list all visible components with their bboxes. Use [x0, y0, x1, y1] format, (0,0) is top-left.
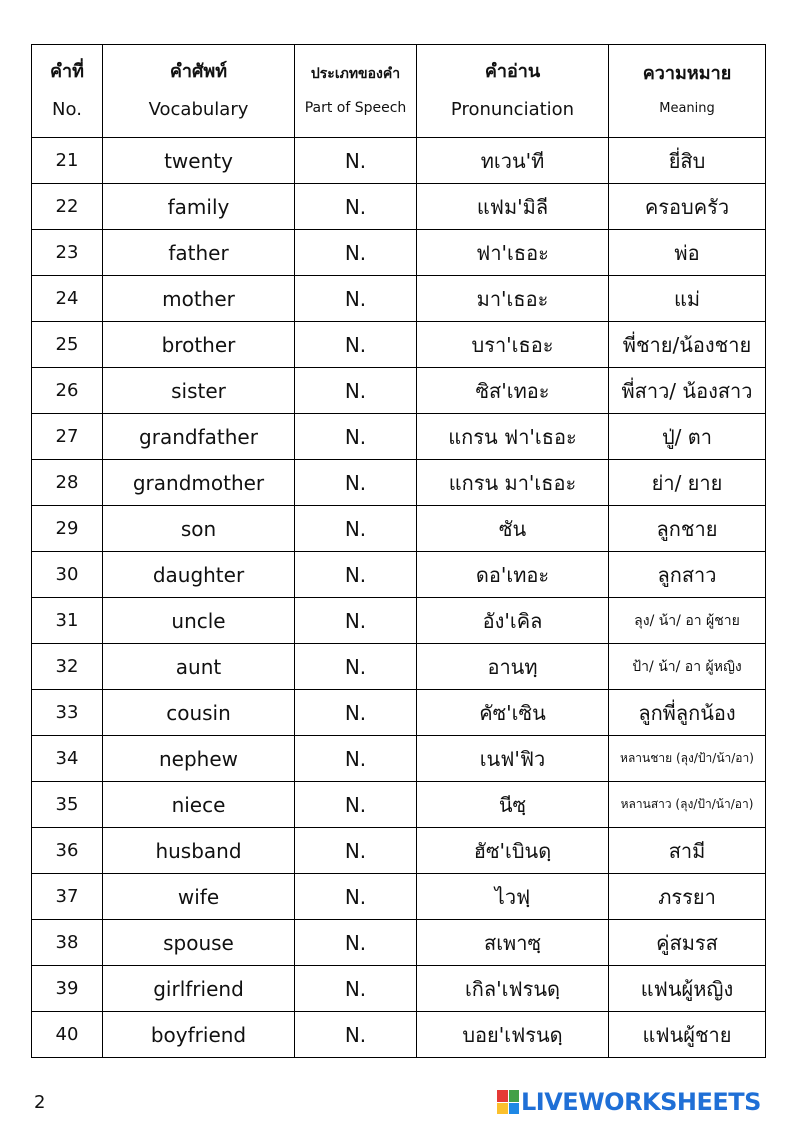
row-vocabulary: nephew [103, 736, 295, 782]
row-vocabulary: daughter [103, 552, 295, 598]
row-pronunciation: ทเวน'ที [417, 138, 609, 184]
row-part-of-speech: N. [295, 598, 417, 644]
row-part-of-speech: N. [295, 782, 417, 828]
header-meaning-en: Meaning [659, 101, 715, 116]
table-row [32, 230, 766, 276]
row-number: 31 [32, 598, 103, 644]
row-number: 39 [32, 966, 103, 1012]
table-row [32, 736, 766, 782]
table-row [32, 506, 766, 552]
row-meaning: ครอบครัว [609, 184, 766, 230]
row-meaning: ลูกสาว [609, 552, 766, 598]
row-vocabulary: niece [103, 782, 295, 828]
row-number: 22 [32, 184, 103, 230]
header-meaning [609, 45, 766, 138]
table-row [32, 1012, 766, 1058]
row-meaning: หลานชาย (ลุง/ป้า/น้า/อา) [609, 736, 766, 782]
row-meaning: แฟนผู้ชาย [609, 1012, 766, 1058]
header-pronunciation [417, 45, 609, 138]
row-meaning: พี่สาว/ น้องสาว [609, 368, 766, 414]
row-vocabulary: grandfather [103, 414, 295, 460]
row-part-of-speech: N. [295, 460, 417, 506]
row-meaning: แม่ [609, 276, 766, 322]
row-vocabulary: wife [103, 874, 295, 920]
row-meaning: ป้า/ น้า/ อา ผู้หญิง [609, 644, 766, 690]
header-no-en: No. [52, 99, 82, 120]
row-pronunciation: เนฟ'ฟิว [417, 736, 609, 782]
table-row [32, 322, 766, 368]
row-meaning: คู่สมรส [609, 920, 766, 966]
table-row [32, 184, 766, 230]
row-vocabulary: family [103, 184, 295, 230]
row-number: 35 [32, 782, 103, 828]
header-no-th: คำที่ [49, 61, 84, 82]
header-meaning-th: ความหมาย [642, 63, 732, 84]
row-vocabulary: husband [103, 828, 295, 874]
row-part-of-speech: N. [295, 138, 417, 184]
row-part-of-speech: N. [295, 414, 417, 460]
row-part-of-speech: N. [295, 644, 417, 690]
row-number: 26 [32, 368, 103, 414]
row-part-of-speech: N. [295, 920, 417, 966]
row-number: 33 [32, 690, 103, 736]
row-meaning: ยี่สิบ [609, 138, 766, 184]
row-pronunciation: ฟา'เธอะ [417, 230, 609, 276]
row-vocabulary: son [103, 506, 295, 552]
row-part-of-speech: N. [295, 506, 417, 552]
row-part-of-speech: N. [295, 184, 417, 230]
row-part-of-speech: N. [295, 966, 417, 1012]
row-meaning: ลูกพี่ลูกน้อง [609, 690, 766, 736]
row-pronunciation: คัซ'เซิน [417, 690, 609, 736]
row-pronunciation: ซัน [417, 506, 609, 552]
table-row [32, 276, 766, 322]
row-pronunciation: ดอ'เทอะ [417, 552, 609, 598]
row-vocabulary: aunt [103, 644, 295, 690]
row-vocabulary: sister [103, 368, 295, 414]
row-pronunciation: อัง'เคิล [417, 598, 609, 644]
row-meaning: สามี [609, 828, 766, 874]
row-meaning: แฟนผู้หญิง [609, 966, 766, 1012]
row-number: 27 [32, 414, 103, 460]
row-meaning: ลุง/ น้า/ อา ผู้ชาย [609, 598, 766, 644]
table-row [32, 920, 766, 966]
vocabulary-table [31, 44, 766, 1058]
row-number: 40 [32, 1012, 103, 1058]
table-row [32, 644, 766, 690]
row-vocabulary: uncle [103, 598, 295, 644]
row-vocabulary: cousin [103, 690, 295, 736]
row-meaning: ภรรยา [609, 874, 766, 920]
page-number: 2 [34, 1092, 46, 1113]
table-row [32, 138, 766, 184]
header-no [32, 45, 103, 138]
row-pronunciation: ไวฟฺ [417, 874, 609, 920]
header-vocab-th: คำศัพท์ [169, 61, 228, 82]
row-vocabulary: boyfriend [103, 1012, 295, 1058]
header-pos-th: ประเภทของคำ [310, 66, 401, 82]
row-number: 30 [32, 552, 103, 598]
table-row [32, 874, 766, 920]
row-part-of-speech: N. [295, 322, 417, 368]
row-pronunciation: เกิล'เฟรนดฺ [417, 966, 609, 1012]
row-pronunciation: ฮัซ'เบินดฺ [417, 828, 609, 874]
row-pronunciation: บรา'เธอะ [417, 322, 609, 368]
row-pronunciation: แกรน มา'เธอะ [417, 460, 609, 506]
table-row [32, 828, 766, 874]
row-number: 29 [32, 506, 103, 552]
row-number: 36 [32, 828, 103, 874]
row-meaning: หลานสาว (ลุง/ป้า/น้า/อา) [609, 782, 766, 828]
header-pos-en: Part of Speech [304, 100, 407, 116]
row-part-of-speech: N. [295, 552, 417, 598]
row-part-of-speech: N. [295, 1012, 417, 1058]
row-pronunciation: สเพาซฺ [417, 920, 609, 966]
row-vocabulary: father [103, 230, 295, 276]
row-part-of-speech: N. [295, 828, 417, 874]
table-row [32, 690, 766, 736]
row-number: 23 [32, 230, 103, 276]
row-pronunciation: มา'เธอะ [417, 276, 609, 322]
row-pronunciation: บอย'เฟรนดฺ [417, 1012, 609, 1058]
row-part-of-speech: N. [295, 874, 417, 920]
row-part-of-speech: N. [295, 276, 417, 322]
row-number: 34 [32, 736, 103, 782]
row-number: 21 [32, 138, 103, 184]
row-vocabulary: girlfriend [103, 966, 295, 1012]
table-row [32, 368, 766, 414]
header-vocabulary [103, 45, 295, 138]
header-pron-en: Pronunciation [450, 99, 575, 120]
row-pronunciation: นีซฺ [417, 782, 609, 828]
table-row [32, 598, 766, 644]
table-row [32, 966, 766, 1012]
row-pronunciation: อานทฺ [417, 644, 609, 690]
row-pronunciation: แฟม'มิลี [417, 184, 609, 230]
row-meaning: พ่อ [609, 230, 766, 276]
liveworksheets-logo [497, 1087, 761, 1117]
row-number: 25 [32, 322, 103, 368]
row-number: 38 [32, 920, 103, 966]
row-vocabulary: twenty [103, 138, 295, 184]
row-number: 24 [32, 276, 103, 322]
table-header-row [32, 45, 766, 138]
row-vocabulary: mother [103, 276, 295, 322]
table-row [32, 460, 766, 506]
row-part-of-speech: N. [295, 690, 417, 736]
row-part-of-speech: N. [295, 368, 417, 414]
logo-icon [497, 1090, 519, 1114]
row-number: 37 [32, 874, 103, 920]
row-meaning: พี่ชาย/น้องชาย [609, 322, 766, 368]
row-part-of-speech: N. [295, 736, 417, 782]
header-part-of-speech [295, 45, 417, 138]
row-vocabulary: spouse [103, 920, 295, 966]
row-meaning: ลูกชาย [609, 506, 766, 552]
table-row [32, 782, 766, 828]
row-meaning: ปู่/ ตา [609, 414, 766, 460]
table-row [32, 414, 766, 460]
row-number: 28 [32, 460, 103, 506]
header-pron-th: คำอ่าน [484, 61, 541, 82]
row-number: 32 [32, 644, 103, 690]
row-meaning: ย่า/ ยาย [609, 460, 766, 506]
row-pronunciation: แกรน ฟา'เธอะ [417, 414, 609, 460]
header-vocab-en: Vocabulary [148, 99, 249, 120]
row-pronunciation: ซิส'เทอะ [417, 368, 609, 414]
row-vocabulary: brother [103, 322, 295, 368]
row-part-of-speech: N. [295, 230, 417, 276]
logo-text: LIVEWORKSHEETS [521, 1088, 761, 1116]
table-row [32, 552, 766, 598]
row-vocabulary: grandmother [103, 460, 295, 506]
